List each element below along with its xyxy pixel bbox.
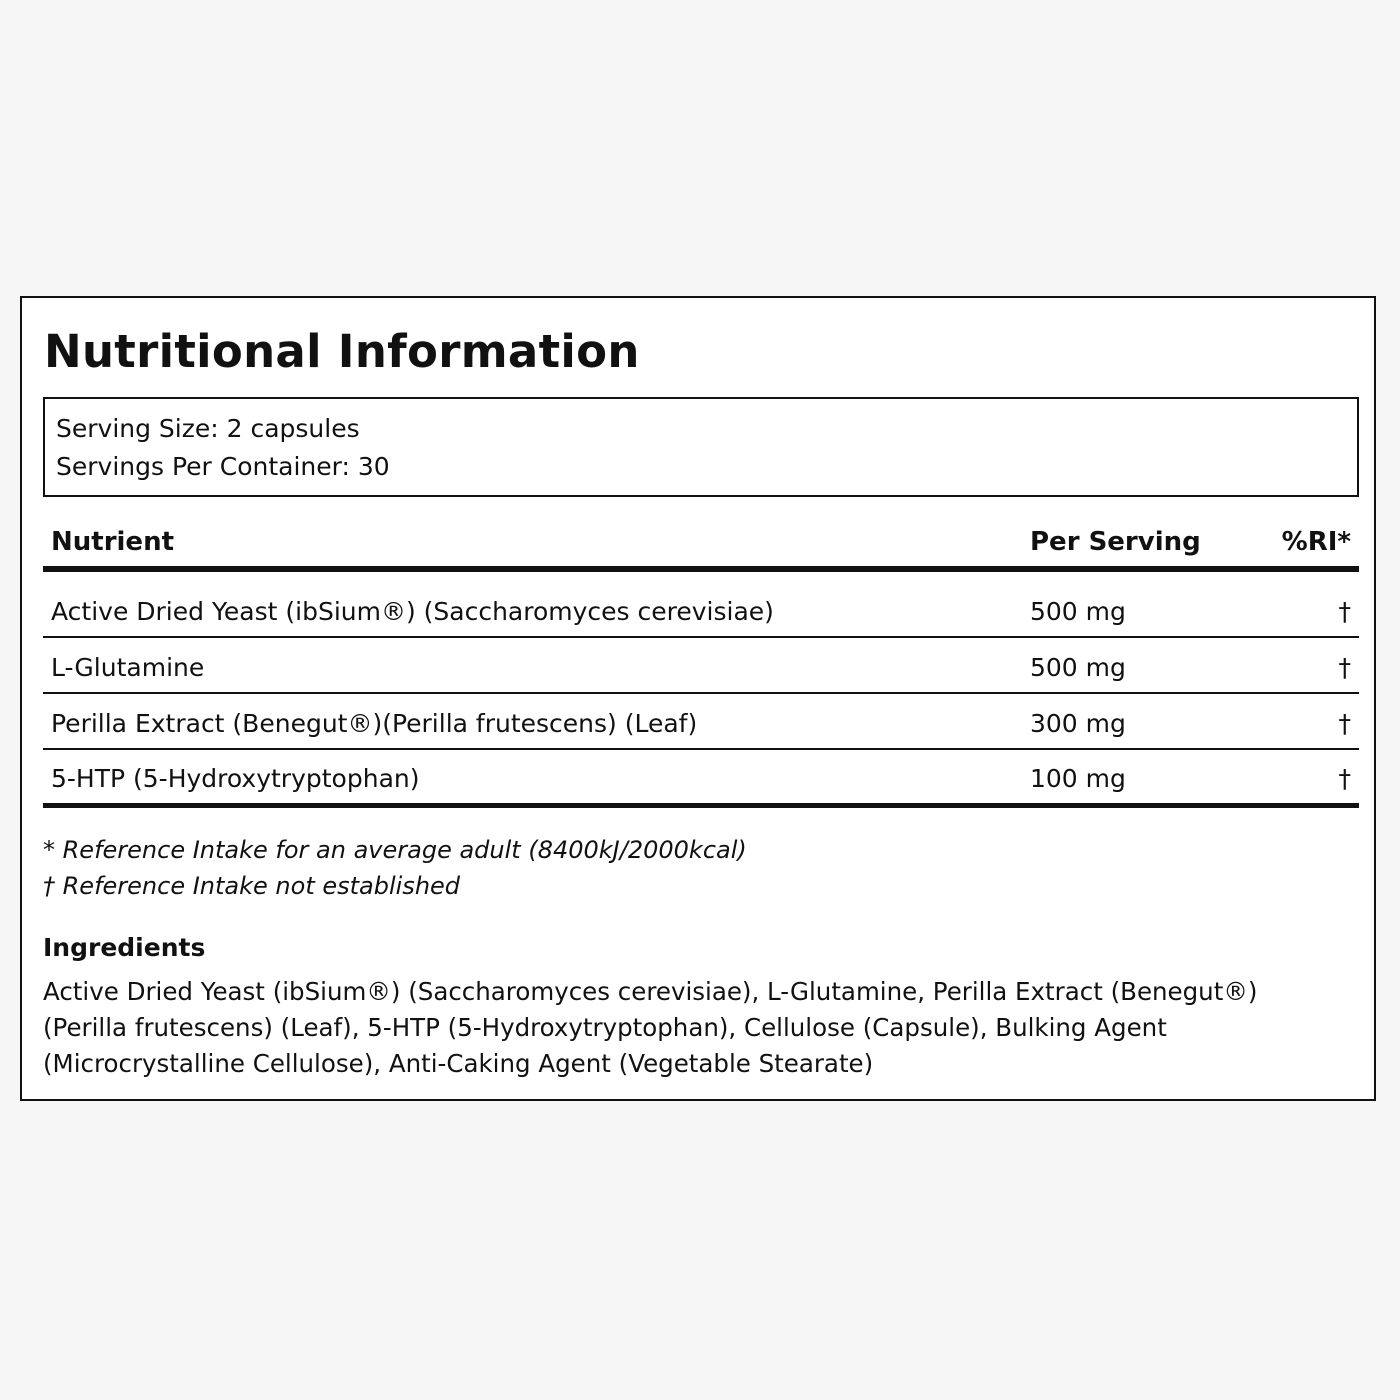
ingredients-heading: Ingredients <box>43 933 206 962</box>
header-per-serving: Per Serving <box>1030 527 1201 557</box>
table-row <box>43 638 1359 694</box>
serving-size: Serving Size: 2 capsules <box>56 414 360 443</box>
table-row <box>43 694 1359 750</box>
nutrient-ri: † <box>1338 709 1351 738</box>
table-header <box>43 520 1359 572</box>
nutrient-ri: † <box>1338 764 1351 793</box>
nutrient-table <box>43 520 1359 808</box>
page-title: Nutritional Information <box>44 325 640 378</box>
nutrient-amount: 500 mg <box>1030 597 1126 626</box>
footnotes <box>43 832 747 904</box>
header-ri: %RI* <box>1281 527 1351 557</box>
nutrition-panel <box>20 296 1376 1101</box>
footnote-not-established: † Reference Intake not established <box>43 872 461 900</box>
nutrient-name: L-Glutamine <box>51 653 205 682</box>
nutrient-ri: † <box>1338 653 1351 682</box>
table-row <box>43 572 1359 638</box>
nutrient-amount: 100 mg <box>1030 764 1126 793</box>
nutrient-name: Active Dried Yeast (ibSium®) (Saccharomyces cerevisiae) <box>51 597 774 626</box>
table-row <box>43 750 1359 808</box>
nutrient-ri: † <box>1338 597 1351 626</box>
footnote-reference-intake: * Reference Intake for an average adult (8400kJ/2000kcal) <box>43 836 747 864</box>
nutrient-name: Perilla Extract (Benegut®)(Perilla frutescens) (Leaf) <box>51 709 698 738</box>
header-nutrient: Nutrient <box>51 527 175 557</box>
serving-info-box <box>43 397 1359 497</box>
ingredients-text: Active Dried Yeast (ibSium®) (Saccharomyces cerevisiae), L-Glutamine, Perilla Extract (Benegut®)(Perilla frutescens) (Leaf), 5-HTP (5-Hydroxytryptophan), Cellulose (Capsule), Bulking Agent (Microcrystalline Cellulose), Anti-Caking Agent (Vegetable Stearate) <box>43 977 1258 1078</box>
nutrient-amount: 300 mg <box>1030 709 1126 738</box>
nutrient-name: 5-HTP (5-Hydroxytryptophan) <box>51 764 420 793</box>
servings-per-container: Servings Per Container: 30 <box>56 452 390 481</box>
nutrient-amount: 500 mg <box>1030 653 1126 682</box>
